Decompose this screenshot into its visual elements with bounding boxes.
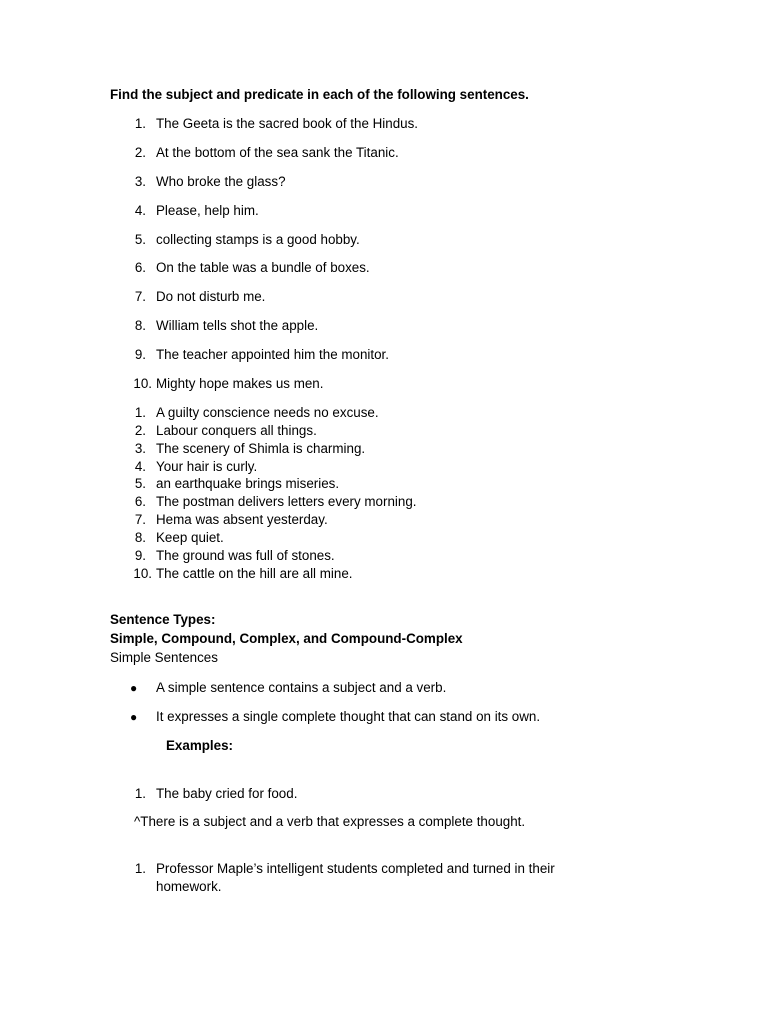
list-item: 7. Do not disturb me. [134,289,266,304]
list-item: 6. The postman delivers letters every morning. [134,494,417,509]
list-item: 4. Your hair is curly. [134,459,258,474]
bullet-icon: ● [130,681,138,695]
bullet-item: ● It expresses a single complete thought that can stand on its own. [130,709,541,724]
list-item: 3. The scenery of Shimla is charming. [134,441,366,456]
section-title: Sentence Types: [110,612,216,627]
example-note: ^There is a subject and a verb that expresses a complete thought. [134,814,526,829]
list-item: 5. collecting stamps is a good hobby. [134,232,360,247]
section-subtitle: Simple, Compound, Complex, and Compound-Complex [110,631,463,646]
list-item: 2. Labour conquers all things. [134,423,317,438]
list-item: 2. At the bottom of the sea sank the Titanic. [134,145,399,160]
list-item: 9. The ground was full of stones. [134,548,335,563]
example-item-continuation: homework. [156,879,222,894]
list-item: 1. A guilty conscience needs no excuse. [134,405,379,420]
list-item: 7. Hema was absent yesterday. [134,512,328,527]
example-item: 1. Professor Maple’s intelligent students completed and turned in their [134,861,555,876]
exercise-heading: Find the subject and predicate in each of the following sentences. [110,87,529,102]
list-item: 10. The cattle on the hill are all mine. [133,566,353,581]
list-item: 10. Mighty hope makes us men. [133,376,324,391]
example-item: 1. The baby cried for food. [134,786,298,801]
list-item: 5. an earthquake brings miseries. [134,476,340,491]
list-item: 9. The teacher appointed him the monitor. [134,347,389,362]
list-item: 1. The Geeta is the sacred book of the Hindus. [134,116,419,131]
section-subheading: Simple Sentences [110,650,218,665]
bullet-item: ● A simple sentence contains a subject and a verb. [130,680,447,695]
list-item: 8. Keep quiet. [134,530,224,545]
list-item: 3. Who broke the glass? [134,174,286,189]
bullet-icon: ● [130,710,138,724]
examples-label: Examples: [166,738,233,753]
list-item: 6. On the table was a bundle of boxes. [134,260,370,275]
list-item: 4. Please, help him. [134,203,259,218]
list-item: 8. William tells shot the apple. [134,318,319,333]
